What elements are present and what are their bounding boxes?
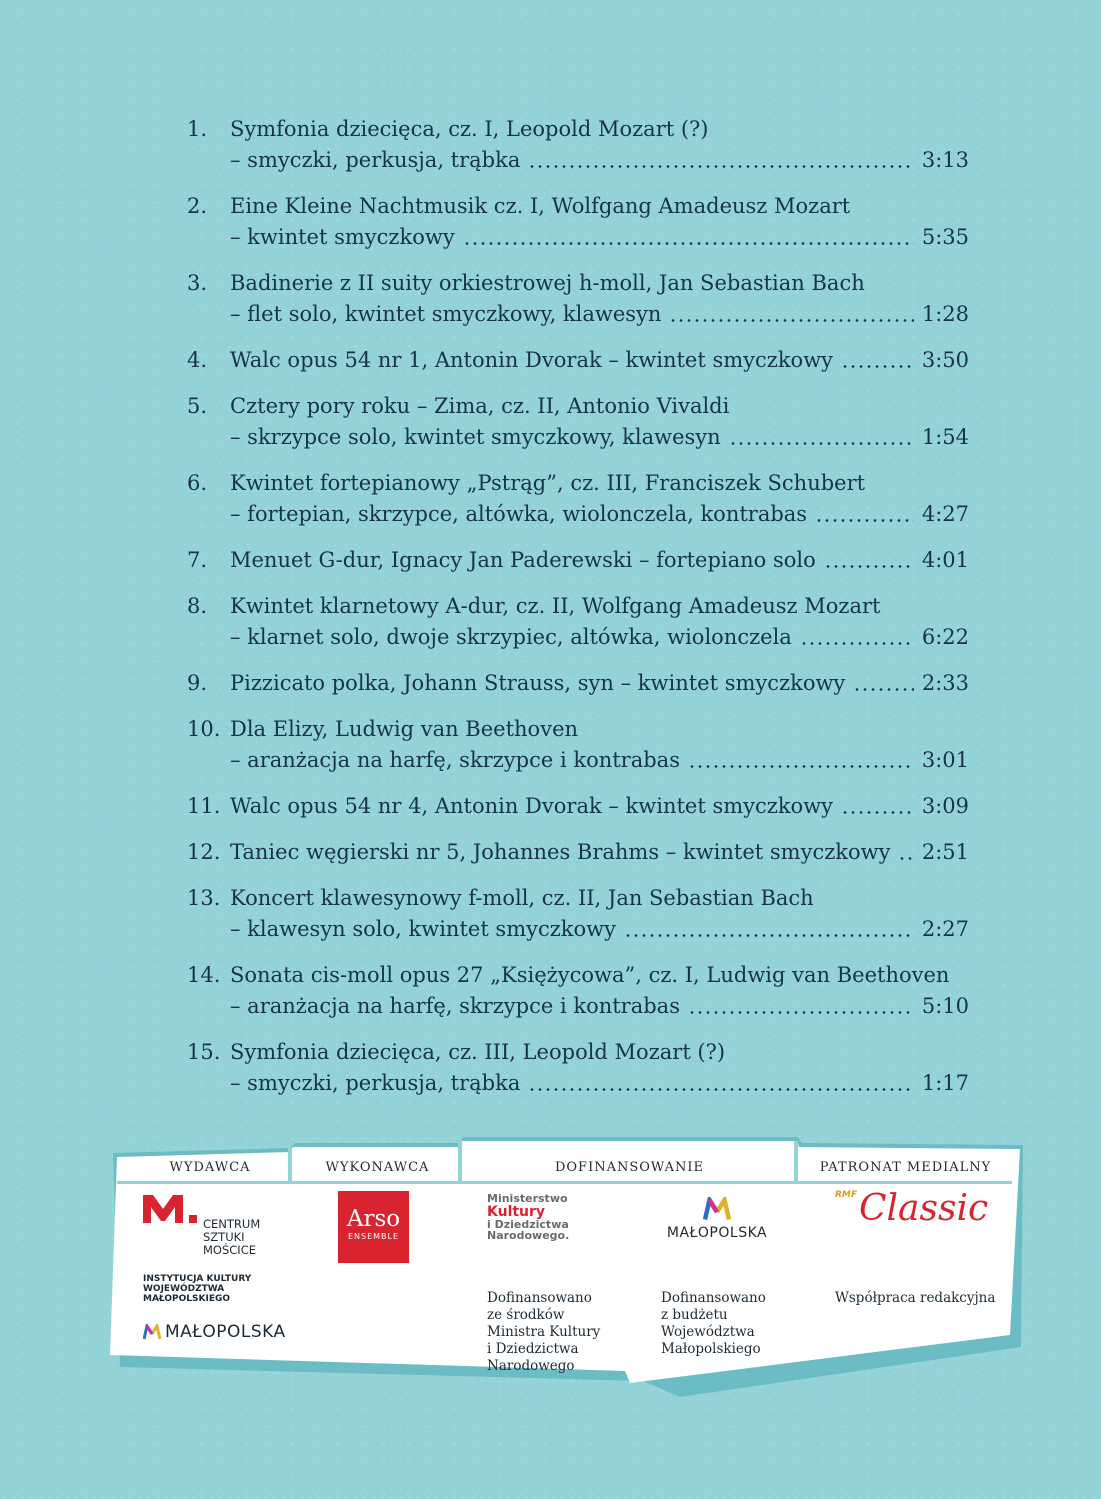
- track-title: Badinerie z II suity orkiestrowej h-moll, Jan Sebastian Bach: [230, 271, 865, 295]
- region-fund-note: [661, 1290, 766, 1358]
- track-number: 7.: [187, 548, 208, 572]
- track-title: – fortepian, skrzypce, altówka, wiolonczela, kontrabas: [230, 502, 808, 526]
- dot-leader: [669, 319, 913, 322]
- track-title: Taniec węgierski nr 5, Johannes Brahms – kwintet smyczkowy: [230, 840, 891, 864]
- header-media-patron: PATRONAT MEDIALNY: [819, 1160, 992, 1175]
- track-number: 5.: [187, 394, 208, 418]
- track-title: – kwintet smyczkowy: [230, 225, 455, 249]
- dot-leader: [898, 857, 913, 860]
- track-duration: 3:01: [921, 748, 969, 772]
- dot-leader: [463, 242, 914, 245]
- track-number: 1.: [187, 117, 208, 141]
- track-title: – flet solo, kwintet smyczkowy, klawesyn: [230, 302, 662, 326]
- track-line: [230, 668, 969, 699]
- credits-panel: [105, 1135, 1030, 1435]
- header-funding: DOFINANSOWANIE: [554, 1160, 705, 1175]
- track-line: [230, 222, 969, 253]
- track-number: 8.: [187, 594, 208, 618]
- track-item: [187, 114, 969, 191]
- track-title: Symfonia dziecięca, cz. I, Leopold Mozart (?): [230, 117, 709, 141]
- track-line: [230, 299, 969, 330]
- track-number: 9.: [187, 671, 208, 695]
- kultury-line: Kultury: [487, 1203, 546, 1220]
- dot-leader: [824, 565, 914, 568]
- dot-leader: [841, 365, 914, 368]
- track-duration: 1:28: [921, 302, 969, 326]
- track-title: – skrzypce solo, kwintet smyczkowy, klawesyn: [230, 425, 721, 449]
- track-duration: 5:35: [921, 225, 969, 249]
- institution-text: [143, 1274, 251, 1304]
- track-title: Sonata cis-moll opus 27 „Księżycowa”, cz. I, Ludwig van Beethoven: [230, 963, 950, 987]
- track-title: – aranżacja na harfę, skrzypce i kontrabas: [230, 994, 680, 1018]
- note-line: Ministra Kultury: [487, 1324, 601, 1340]
- track-duration: 2:33: [921, 671, 969, 695]
- note-line: Narodowego: [487, 1358, 575, 1374]
- track-item: [187, 191, 969, 268]
- header-performer: WYKONAWCA: [325, 1160, 430, 1175]
- track-title: – klawesyn solo, kwintet smyczkowy: [230, 917, 617, 941]
- track-item: [187, 468, 969, 545]
- track-line: [230, 345, 969, 376]
- track-number: 15.: [187, 1040, 221, 1064]
- track-duration: 2:27: [921, 917, 969, 941]
- track-item: [187, 960, 969, 1037]
- ministry-line: Ministerstwo: [487, 1192, 568, 1205]
- dot-leader: [528, 1088, 913, 1091]
- ministry-line: i Dziedzictwa: [487, 1217, 569, 1231]
- track-title: Dla Elizy, Ludwig van Beethoven: [230, 717, 579, 741]
- m-mark-icon: [143, 1193, 199, 1223]
- dot-leader: [729, 442, 914, 445]
- track-number: 2.: [187, 194, 208, 218]
- centrum-sztuki-logo: [143, 1193, 263, 1263]
- malopolska-logo-center: [661, 1197, 773, 1247]
- dot-leader: [815, 519, 914, 522]
- sztuki-line: SZTUKI: [203, 1230, 245, 1244]
- track-title: Walc opus 54 nr 4, Antonin Dvorak – kwintet smyczkowy: [230, 794, 834, 818]
- track-title: Kwintet klarnetowy A-dur, cz. II, Wolfgang Amadeusz Mozart: [230, 594, 881, 618]
- track-item: [187, 791, 969, 837]
- track-line: [230, 1068, 969, 1099]
- ministry-logo: [487, 1193, 569, 1242]
- track-number: 6.: [187, 471, 208, 495]
- track-item: [187, 837, 969, 883]
- ensemble-label: ENSEMBLE: [347, 1232, 400, 1241]
- institution-line: MAŁOPOLSKIEGO: [143, 1294, 231, 1304]
- track-title: Eine Kleine Nachtmusik cz. I, Wolfgang Amadeusz Mozart: [230, 194, 851, 218]
- track-line: [230, 422, 969, 453]
- track-item: [187, 345, 969, 391]
- dot-leader: [688, 1011, 914, 1014]
- track-duration: 4:27: [921, 502, 969, 526]
- track-title: – klarnet solo, dwoje skrzypiec, altówka, wiolonczela: [230, 625, 792, 649]
- track-duration: 3:09: [921, 794, 969, 818]
- track-list: [187, 114, 969, 1114]
- track-title: Walc opus 54 nr 1, Antonin Dvorak – kwintet smyczkowy: [230, 348, 834, 372]
- track-number: 14.: [187, 963, 221, 987]
- track-number: 13.: [187, 886, 221, 910]
- track-title: – smyczki, perkusja, trąbka: [230, 1071, 521, 1095]
- track-item: [187, 883, 969, 960]
- track-title: Kwintet fortepianowy „Pstrąg”, cz. III, Franciszek Schubert: [230, 471, 866, 495]
- track-number: 4.: [187, 348, 208, 372]
- track-number: 3.: [187, 271, 208, 295]
- header-divider: [117, 1181, 1012, 1184]
- track-duration: 1:54: [921, 425, 969, 449]
- institution-line: INSTYTUCJA KULTURY: [143, 1274, 252, 1284]
- note-line: Dofinansowano: [487, 1290, 592, 1306]
- track-duration: 2:51: [921, 840, 969, 864]
- note-line: i Dziedzictwa: [487, 1341, 579, 1357]
- track-number: 11.: [187, 794, 221, 818]
- track-title: – smyczki, perkusja, trąbka: [230, 148, 521, 172]
- track-duration: 1:17: [921, 1071, 969, 1095]
- moscice-line: MOŚCICE: [203, 1243, 256, 1257]
- ministry-note: [487, 1290, 600, 1375]
- track-item: [187, 391, 969, 468]
- track-duration: 6:22: [921, 625, 969, 649]
- dot-leader: [624, 934, 914, 937]
- track-line: [230, 837, 969, 868]
- track-item: [187, 714, 969, 791]
- note-line: Dofinansowano: [661, 1290, 766, 1306]
- dot-leader: [688, 765, 914, 768]
- malopolska-icon: [143, 1324, 161, 1340]
- track-item: [187, 268, 969, 345]
- institution-line: WOJEWÓDZTWA: [143, 1284, 225, 1294]
- note-line: ze środków: [487, 1307, 565, 1323]
- centrum-line: CENTRUM: [203, 1217, 261, 1231]
- track-line: [230, 145, 969, 176]
- track-line: [230, 991, 969, 1022]
- track-number: 12.: [187, 840, 221, 864]
- rmf-classic-logo: [835, 1187, 1005, 1239]
- note-line: Małopolskiego: [661, 1341, 761, 1357]
- track-line: [230, 914, 969, 945]
- track-line: [230, 745, 969, 776]
- track-item: [187, 591, 969, 668]
- media-note: Współpraca redakcyjna: [835, 1290, 996, 1306]
- note-line: z budżetu: [661, 1307, 728, 1323]
- track-title: Pizzicato polka, Johann Strauss, syn – kwintet smyczkowy: [230, 671, 846, 695]
- track-line: [230, 622, 969, 653]
- dot-leader: [853, 688, 914, 691]
- track-title: – aranżacja na harfę, skrzypce i kontrabas: [230, 748, 680, 772]
- dot-leader: [841, 811, 914, 814]
- track-title: Koncert klawesynowy f-moll, cz. II, Jan Sebastian Bach: [230, 886, 814, 910]
- dot-leader: [800, 642, 914, 645]
- malopolska-label: MAŁOPOLSKA: [666, 1225, 768, 1241]
- track-title: Menuet G-dur, Ignacy Jan Paderewski – fortepiano solo: [230, 548, 816, 572]
- note-line: Województwa: [661, 1324, 755, 1340]
- track-line: [230, 499, 969, 530]
- track-line: [230, 545, 969, 576]
- rmf-label: RMF: [835, 1190, 858, 1200]
- track-line: [230, 791, 969, 822]
- track-duration: 5:10: [921, 994, 969, 1018]
- ministry-line: Narodowego.: [487, 1229, 570, 1242]
- track-duration: 4:01: [921, 548, 969, 572]
- track-number: 10.: [187, 717, 221, 741]
- malopolska-label: MAŁOPOLSKA: [165, 1322, 286, 1342]
- track-item: [187, 545, 969, 591]
- arso-ensemble-logo: [338, 1191, 409, 1263]
- track-duration: 3:50: [921, 348, 969, 372]
- track-title: Cztery pory roku – Zima, cz. II, Antonio Vivaldi: [230, 394, 730, 418]
- track-title: Symfonia dziecięca, cz. III, Leopold Mozart (?): [230, 1040, 726, 1064]
- track-item: [187, 1037, 969, 1114]
- dot-leader: [528, 165, 913, 168]
- malopolska-icon: [703, 1197, 731, 1221]
- arso-label: Arso: [346, 1206, 401, 1232]
- track-duration: 3:13: [921, 148, 969, 172]
- classic-label: Classic: [859, 1188, 989, 1229]
- track-item: [187, 668, 969, 714]
- header-publisher: WYDAWCA: [169, 1160, 251, 1175]
